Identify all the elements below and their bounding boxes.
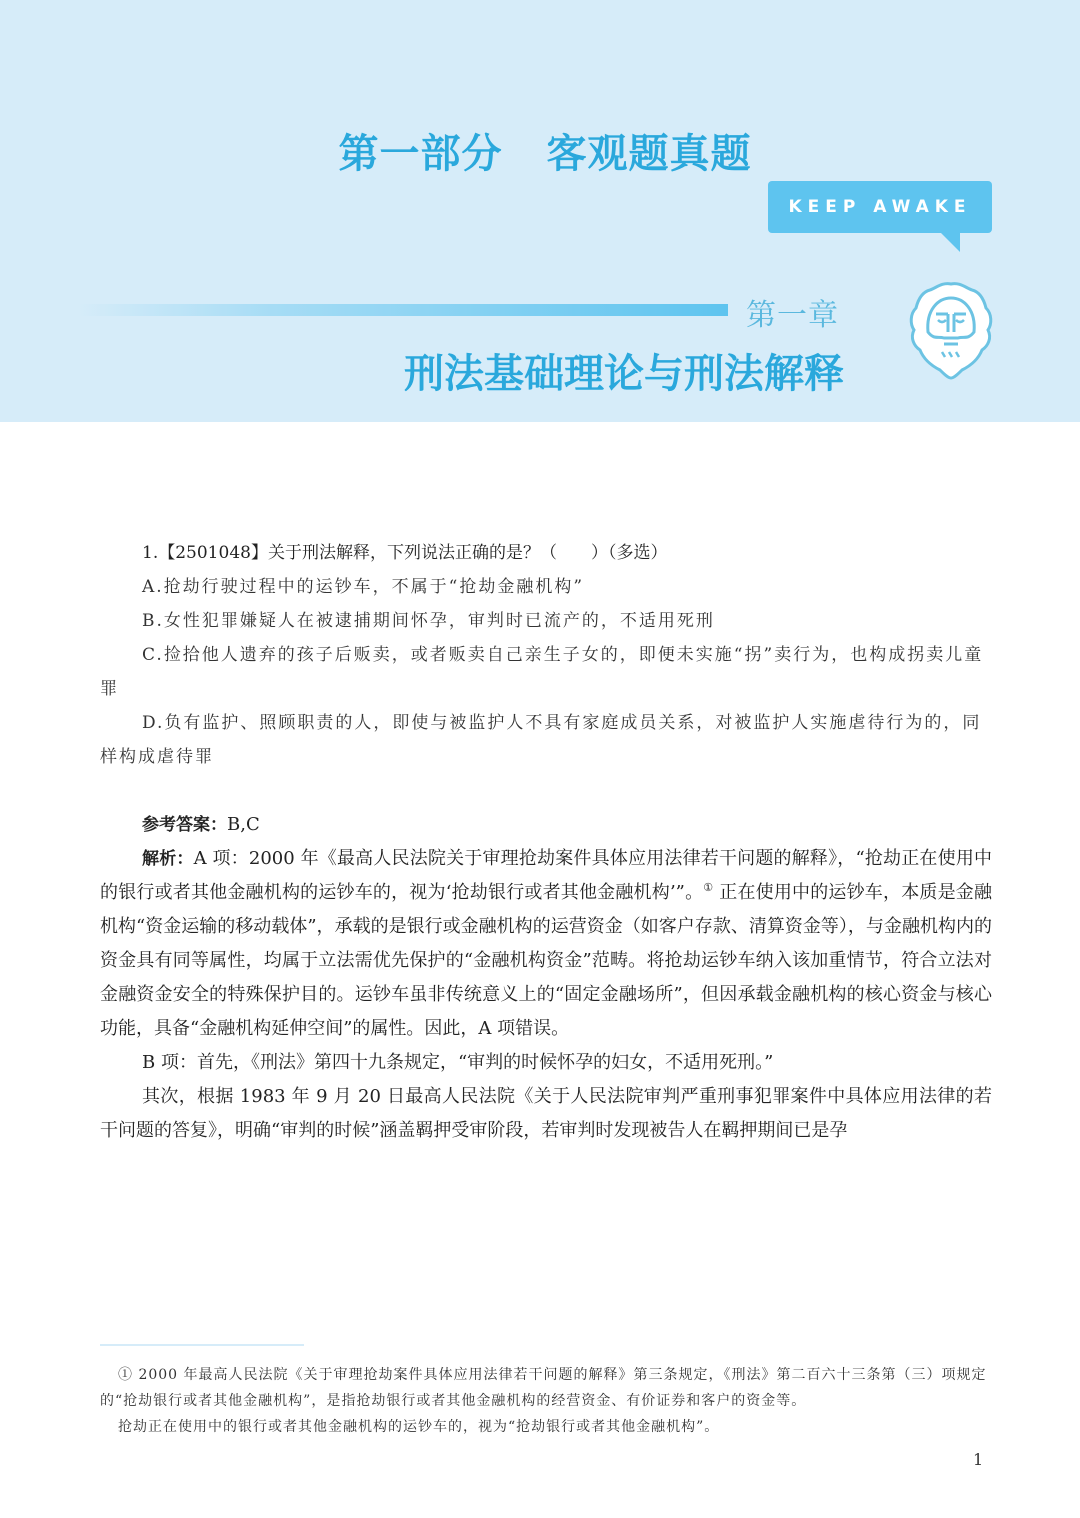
- option-text: 抢劫行驶过程中的运钞车，不属于“抢劫金融机构”: [163, 577, 585, 597]
- answer-value: B,C: [227, 814, 260, 835]
- footnote-reference[interactable]: ①: [703, 881, 714, 894]
- question-number: 1.: [142, 543, 159, 563]
- chapter-gradient-bar: [78, 304, 728, 316]
- question-content: [100, 536, 992, 1148]
- option-b: [100, 604, 992, 638]
- question-stem-text: 关于刑法解释，下列说法正确的是？（ ）（多选）: [267, 543, 668, 563]
- page-number: 1: [973, 1450, 984, 1469]
- option-key: C.: [142, 645, 164, 665]
- analysis-paragraph-a: [100, 842, 992, 1046]
- part-title-left: 第一部分: [338, 130, 503, 177]
- analysis-paragraph-b-continued: [100, 1080, 992, 1148]
- footnote-1-text: ① 2000 年最高人民法院《关于审理抢劫案件具体应用法律若干问题的解释》第三条规定，《刑法》第二百六十三条第（三）项规定的“抢劫银行或者其他金融机构”，是指抢劫银行或者其他金融机构的经营资金、有价证券和客户的资金等。: [100, 1367, 987, 1409]
- part-title-right: 客观题真题: [546, 130, 752, 177]
- analysis-text: B 项：首先，《刑法》第四十九条规定，“审判的时候怀孕的妇女，不适用死刑。”: [142, 1052, 774, 1073]
- option-key: D.: [142, 713, 165, 733]
- reference-answer: [100, 808, 992, 842]
- chapter-number: 第一章: [746, 298, 839, 333]
- question-id: 【2501048】: [158, 543, 268, 563]
- analysis-text: 正在使用中的运钞车，本质是金融机构“资金运输的移动载体”，承载的是银行或金融机构的运营资金（如客户存款、清算资金等），与金融机构内的资金具有同等属性，均属于立法需优先保护的“金融机构资金”范畴。将抢劫运钞车纳入该加重情节，符合立法对金融资金安全的特殊保护目的。运钞车虽非传统意义上的“固定金融场所”，但因承载金融机构的核心资金与核心功能，具备“金融机构延伸空间”的属性。因此，A 项错误。: [100, 882, 992, 1039]
- analysis-text: A 项：2000 年《最高人民法院关于审理抢劫案件具体应用法律若干问题的解释》，“抢劫正在使用中的银行或者其他金融机构的运钞车的，视为‘抢劫银行或者其他金融机构’”。: [100, 848, 993, 903]
- chapter-title: 刑法基础理论与刑法解释: [404, 350, 844, 397]
- option-key: A.: [142, 577, 164, 597]
- keep-awake-text: KEEP AWAKE: [788, 197, 972, 217]
- analysis-paragraph-b: [100, 1046, 992, 1080]
- footnote-divider: [100, 1344, 304, 1346]
- keep-awake-speech-bubble: [768, 181, 992, 233]
- option-d: [100, 706, 992, 774]
- speech-bubble-tail: [940, 232, 960, 252]
- question-stem: [100, 536, 992, 570]
- part-title: [0, 122, 1080, 179]
- analysis-label: 解析：: [142, 849, 194, 869]
- footnotes: [100, 1362, 992, 1440]
- option-text: 捡拾他人遗弃的孩子后贩卖，或者贩卖自己亲生子女的，即便未实施“拐”卖行为，也构成拐卖儿童罪: [100, 645, 984, 699]
- bearded-philosopher-face-icon: [908, 280, 994, 380]
- option-text: 负有监护、照顾职责的人，即使与被监护人不具有家庭成员关系，对被监护人实施虐待行为的，同样构成虐待罪: [100, 713, 982, 767]
- option-a: [100, 570, 992, 604]
- answer-label: 参考答案：: [142, 815, 227, 835]
- chapter-header-banner: [0, 0, 1080, 422]
- option-c: [100, 638, 992, 706]
- option-text: 女性犯罪嫌疑人在被逮捕期间怀孕，审判时已流产的，不适用死刑: [163, 611, 715, 631]
- analysis-text: 其次，根据 1983 年 9 月 20 日最高人民法院《关于人民法院审判严重刑事犯罪案件中具体应用法律的若干问题的答复》，明确“审判的时候”涵盖羁押受审阶段，若审判时发现被告人在羁押期间已是孕: [100, 1086, 992, 1141]
- footnote-1-continuation: 抢劫正在使用中的银行或者其他金融机构的运钞车的，视为“抢劫银行或者其他金融机构”。: [118, 1419, 720, 1435]
- option-key: B.: [142, 611, 164, 631]
